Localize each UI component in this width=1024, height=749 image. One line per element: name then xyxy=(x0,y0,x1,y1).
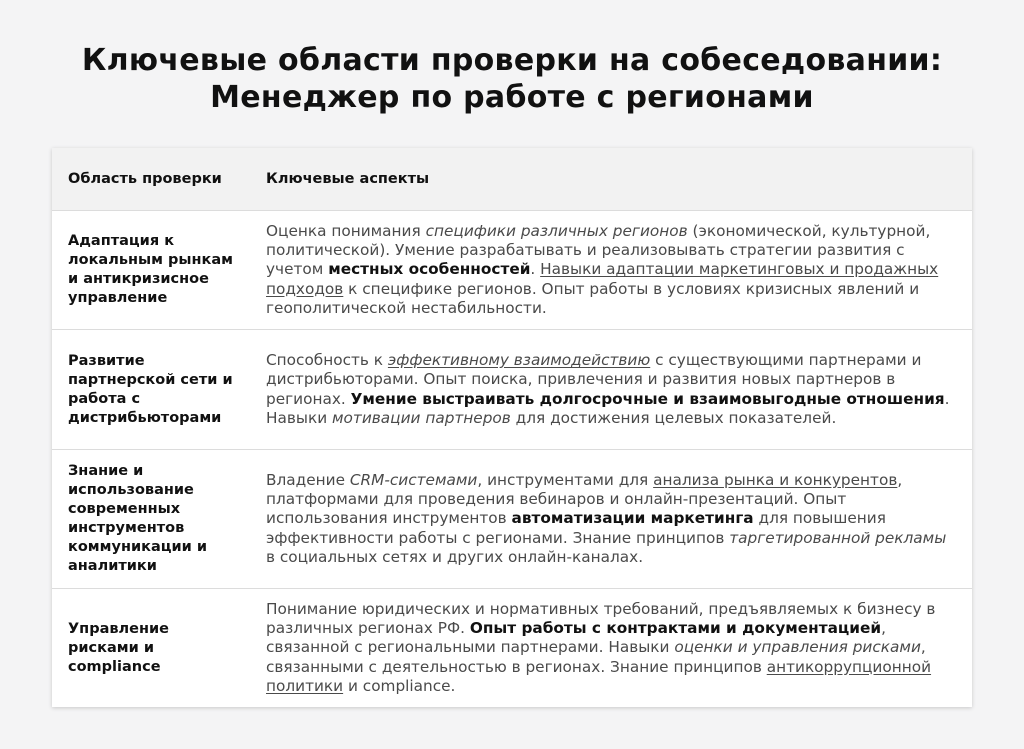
italic-phrase: специфики различных регионов xyxy=(425,221,688,240)
row-aspects-cell xyxy=(251,589,972,708)
underlined-phrase: анализа рынка и конкурентов xyxy=(653,470,898,489)
underlined-phrase: антикоррупционной политики xyxy=(266,657,932,695)
table-row xyxy=(52,450,972,589)
header-aspects: Ключевые аспекты xyxy=(251,148,972,211)
row-area-cell: Развитие партнерской сети и работа с дистрибьюторами xyxy=(52,330,251,450)
text-segment: . Навыки xyxy=(266,389,950,427)
text-segment: , связанной с региональными партнерами. Навыки xyxy=(266,619,886,657)
italic-phrase: оценки и управления рисками xyxy=(674,638,921,657)
text-segment: с существующими партнерами и дистрибьюторами. Опыт поиска, привлечения и развития новых партнеров в регионах. xyxy=(266,351,922,408)
page-title-line-2: Менеджер по работе с регионами xyxy=(210,80,814,115)
header-area: Область проверки xyxy=(52,148,251,211)
text-segment: , платформами для проведения вебинаров и онлайн-презентаций. Опыт использования инструментов xyxy=(266,470,903,528)
interview-areas-table xyxy=(52,148,972,707)
italic-phrase: таргетированной рекламы xyxy=(729,528,947,547)
table-header-row xyxy=(52,148,972,211)
italic-phrase: CRM-системами xyxy=(349,470,478,489)
text-segment: Способность к xyxy=(266,351,388,370)
interview-areas-table-card xyxy=(52,148,972,707)
row-area-cell: Адаптация к локальным рынкам и антикризисное управление xyxy=(52,211,251,330)
bold-phrase: местных особенностей xyxy=(328,260,531,279)
bold-phrase: Умение выстраивать долгосрочные и взаимовыгодные отношения xyxy=(350,389,945,408)
text-segment: Понимание юридических и нормативных требований, предъявляемых к бизнесу в различных регионах РФ. xyxy=(266,599,936,638)
underlined-phrase: Навыки адаптации маркетинговых и продажных подходов xyxy=(266,260,939,298)
italic-phrase: мотивации партнеров xyxy=(332,408,511,427)
text-segment: . xyxy=(530,260,541,279)
underlined-phrase: эффективному взаимодействию xyxy=(387,351,651,370)
row-area-cell: Управление рисками и compliance xyxy=(68,620,170,675)
row-aspects-cell xyxy=(251,330,972,450)
text-segment: в социальных сетях и других онлайн-каналах. xyxy=(266,547,644,566)
table-row xyxy=(52,589,972,708)
bold-phrase: автоматизации маркетинга xyxy=(511,509,754,528)
text-segment: , связанными с деятельностью в регионах. Знание принципов xyxy=(266,638,926,676)
text-segment: для повышения эффективности работы с регионами. Знание принципов xyxy=(266,509,886,547)
row-aspects-cell xyxy=(251,211,972,330)
text-segment: к специфике регионов. Опыт работы в условиях кризисных явлений и геополитической нестабильности. xyxy=(266,279,920,317)
text-segment: , инструментами для xyxy=(477,470,654,489)
text-segment: Оценка понимания xyxy=(266,221,426,240)
text-segment: Владение xyxy=(266,470,350,489)
row-aspects-cell xyxy=(251,450,972,589)
row-area-cell: Знание и использование современных инструментов коммуникации и аналитики xyxy=(52,450,251,589)
text-segment: для достижения целевых показателей. xyxy=(510,408,837,427)
page-title xyxy=(0,0,1024,116)
page-title-line-1: Ключевые области проверки на собеседовании: xyxy=(81,43,943,78)
bold-phrase: Опыт работы с контрактами и документацией xyxy=(469,619,882,638)
text-segment: (экономической, культурной, политической). Умение разрабатывать и реализовывать стратегии развития с учетом xyxy=(266,221,931,279)
table-row xyxy=(52,211,972,330)
text-segment: и compliance. xyxy=(343,676,456,695)
table-row xyxy=(52,330,972,450)
